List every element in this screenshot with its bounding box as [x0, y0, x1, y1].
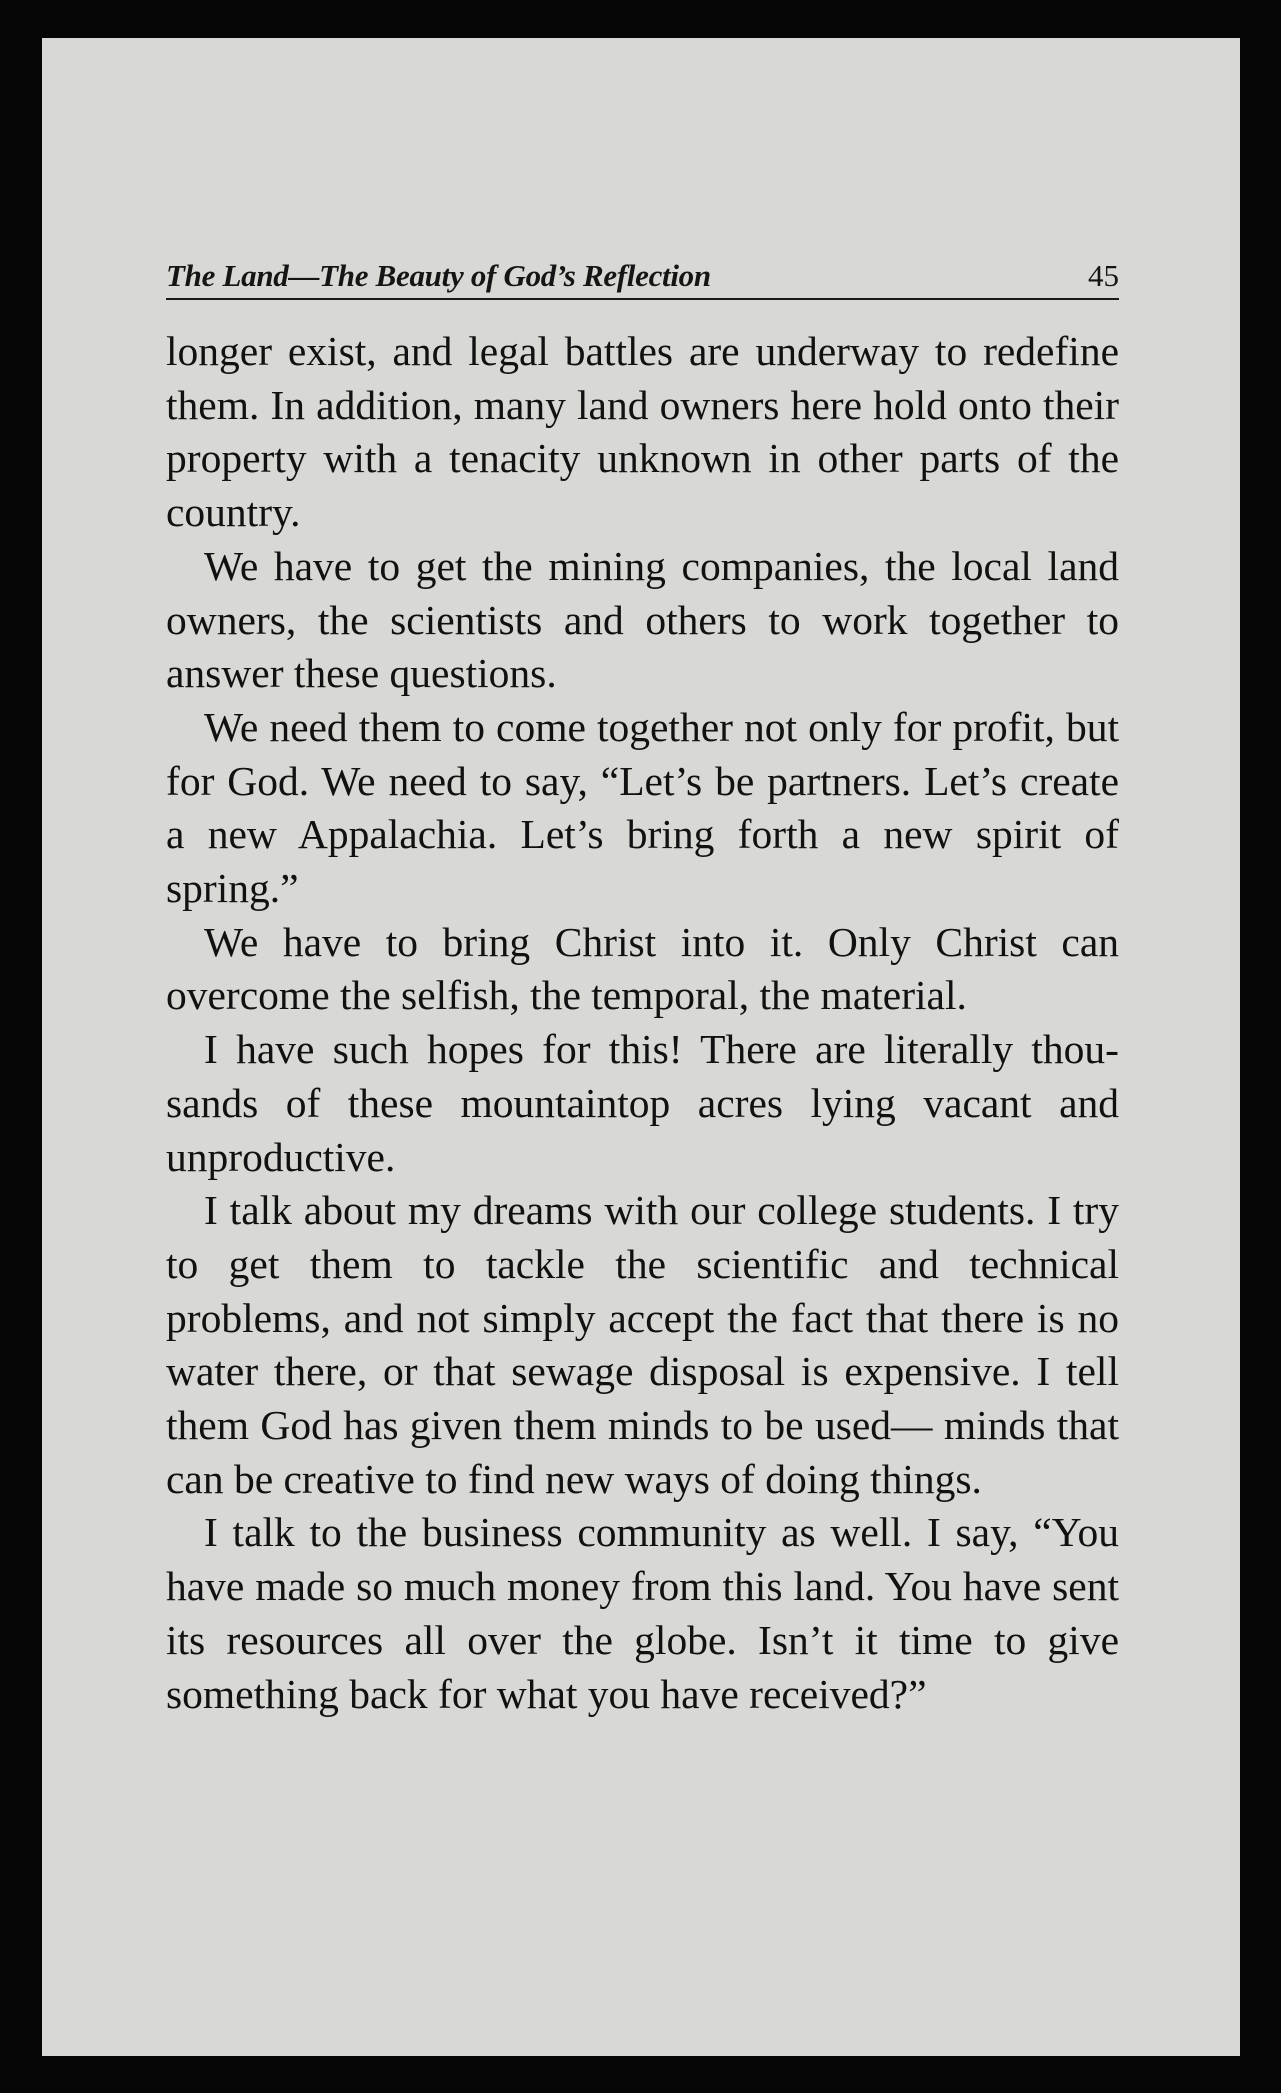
running-title: The Land—The Beauty of God’s Reflection — [166, 258, 711, 293]
paragraph: longer exist, and legal battles are underway to redefine them. In addition, many land owners here hold onto their property with a tenacity unknown in other parts of the country. — [166, 328, 1119, 536]
paragraph: We need them to come together not only for profit, but for God. We need to say, “Let’s be partners. Let’s create a new Appalachia. Let’s bring forth a new spirit of spring.” — [166, 703, 1119, 912]
paragraph: I have such hopes for this! There are literally thousands of these mountaintop acres lying vacant and unproductive. — [166, 1026, 1119, 1180]
page-number: 45 — [1088, 258, 1119, 293]
running-head — [166, 252, 1119, 300]
paragraph: We have to bring Christ into it. Only Christ can overcome the selfish, the temporal, the material. — [166, 918, 1119, 1019]
paragraph: I talk about my dreams with our college students. I try to get them to tackle the scientific and technical problems, and not simply accept the fact that there is no water there, or that sewage disposal is expensive. I tell them God has given them minds to be used— minds that can be creative to find new ways of doing things. — [166, 1187, 1119, 1502]
body-text — [166, 325, 1119, 1721]
paragraph: I talk to the business community as well. I say, “You have made so much money from this land. You have sent its resources all over the globe. Isn’t it time to give something back for what you have received?” — [166, 1509, 1119, 1717]
paragraph: We have to get the mining companies, the local land owners, the scientists and others to work together to answer these questions. — [166, 542, 1119, 697]
